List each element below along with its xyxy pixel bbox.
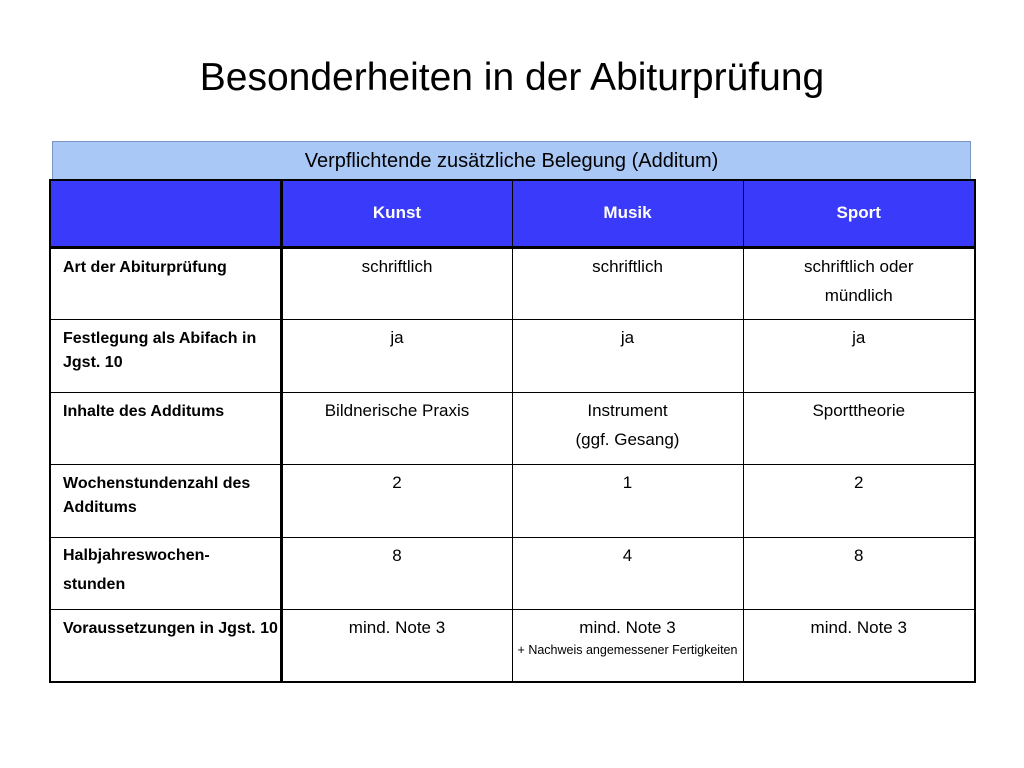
- cell-sport: [743, 465, 975, 538]
- cell-text: (ggf. Gesang): [575, 429, 680, 449]
- cell-musik: [512, 392, 743, 465]
- row-label-line: stunden: [63, 575, 126, 593]
- cell-text: schriftlich: [592, 256, 663, 276]
- cell-kunst: [281, 610, 512, 683]
- header-sport: Sport: [743, 180, 975, 247]
- page-title: Besonderheiten in der Abiturprüfung: [199, 56, 825, 99]
- cell-musik: [512, 537, 743, 610]
- cell-musik: [512, 320, 743, 393]
- cell-text: mündlich: [824, 285, 893, 305]
- cell-sport: [743, 320, 975, 393]
- header-empty-cell: [50, 180, 281, 247]
- cell-kunst: [281, 392, 512, 465]
- cell-text: 2: [392, 473, 402, 492]
- row-label: Voraussetzungen in Jgst. 10: [50, 610, 281, 683]
- cell-kunst: [281, 247, 512, 320]
- cell-text: 1: [622, 473, 633, 492]
- cell-text: Instrument: [587, 400, 668, 420]
- cell-text: 8: [854, 545, 864, 565]
- header-musik: Musik: [512, 180, 743, 247]
- cell-musik: [512, 465, 743, 538]
- cell-text: mind. Note 3: [348, 618, 446, 637]
- cell-text: ja: [620, 328, 635, 347]
- cell-text: mind. Note 3: [810, 618, 907, 637]
- table-row: [50, 537, 975, 610]
- table-row: [50, 392, 975, 465]
- table-row: [50, 320, 975, 393]
- table-row: [50, 610, 975, 683]
- header-kunst: Kunst: [281, 180, 512, 247]
- additum-table: [49, 179, 976, 683]
- cell-sport: [743, 247, 975, 320]
- cell-footnote: + Nachweis angemessener Fertigkeiten: [517, 643, 738, 657]
- cell-kunst: [281, 320, 512, 393]
- row-label-line: Halbjahreswochen-: [63, 546, 210, 564]
- cell-text: ja: [390, 328, 404, 347]
- cell-musik: [512, 247, 743, 320]
- cell-musik: [512, 610, 743, 683]
- cell-text: schriftlich: [361, 256, 433, 276]
- cell-text: 8: [392, 545, 402, 565]
- additum-banner: Verpflichtende zusätzliche Belegung (Additum): [52, 141, 971, 180]
- cell-text: Bildnerische Praxis: [324, 400, 470, 420]
- cell-text: 2: [854, 473, 864, 492]
- cell-text: Sporttheorie: [812, 400, 906, 420]
- cell-text: 4: [622, 545, 633, 565]
- row-label: [50, 537, 281, 610]
- cell-kunst: [281, 537, 512, 610]
- cell-text: schriftlich oder: [803, 256, 914, 276]
- table-header-row: [50, 180, 975, 247]
- cell-sport: [743, 537, 975, 610]
- row-label: Festlegung als Abifach in Jgst. 10: [50, 320, 281, 393]
- table-row: [50, 247, 975, 320]
- row-label: Wochenstundenzahl des Additums: [50, 465, 281, 538]
- table-row: [50, 465, 975, 538]
- cell-kunst: [281, 465, 512, 538]
- row-label: Inhalte des Additums: [50, 392, 281, 465]
- row-label: Art der Abiturprüfung: [50, 247, 281, 320]
- cell-sport: [743, 610, 975, 683]
- cell-sport: [743, 392, 975, 465]
- cell-text: mind. Note 3: [579, 618, 676, 637]
- cell-text: ja: [852, 328, 866, 347]
